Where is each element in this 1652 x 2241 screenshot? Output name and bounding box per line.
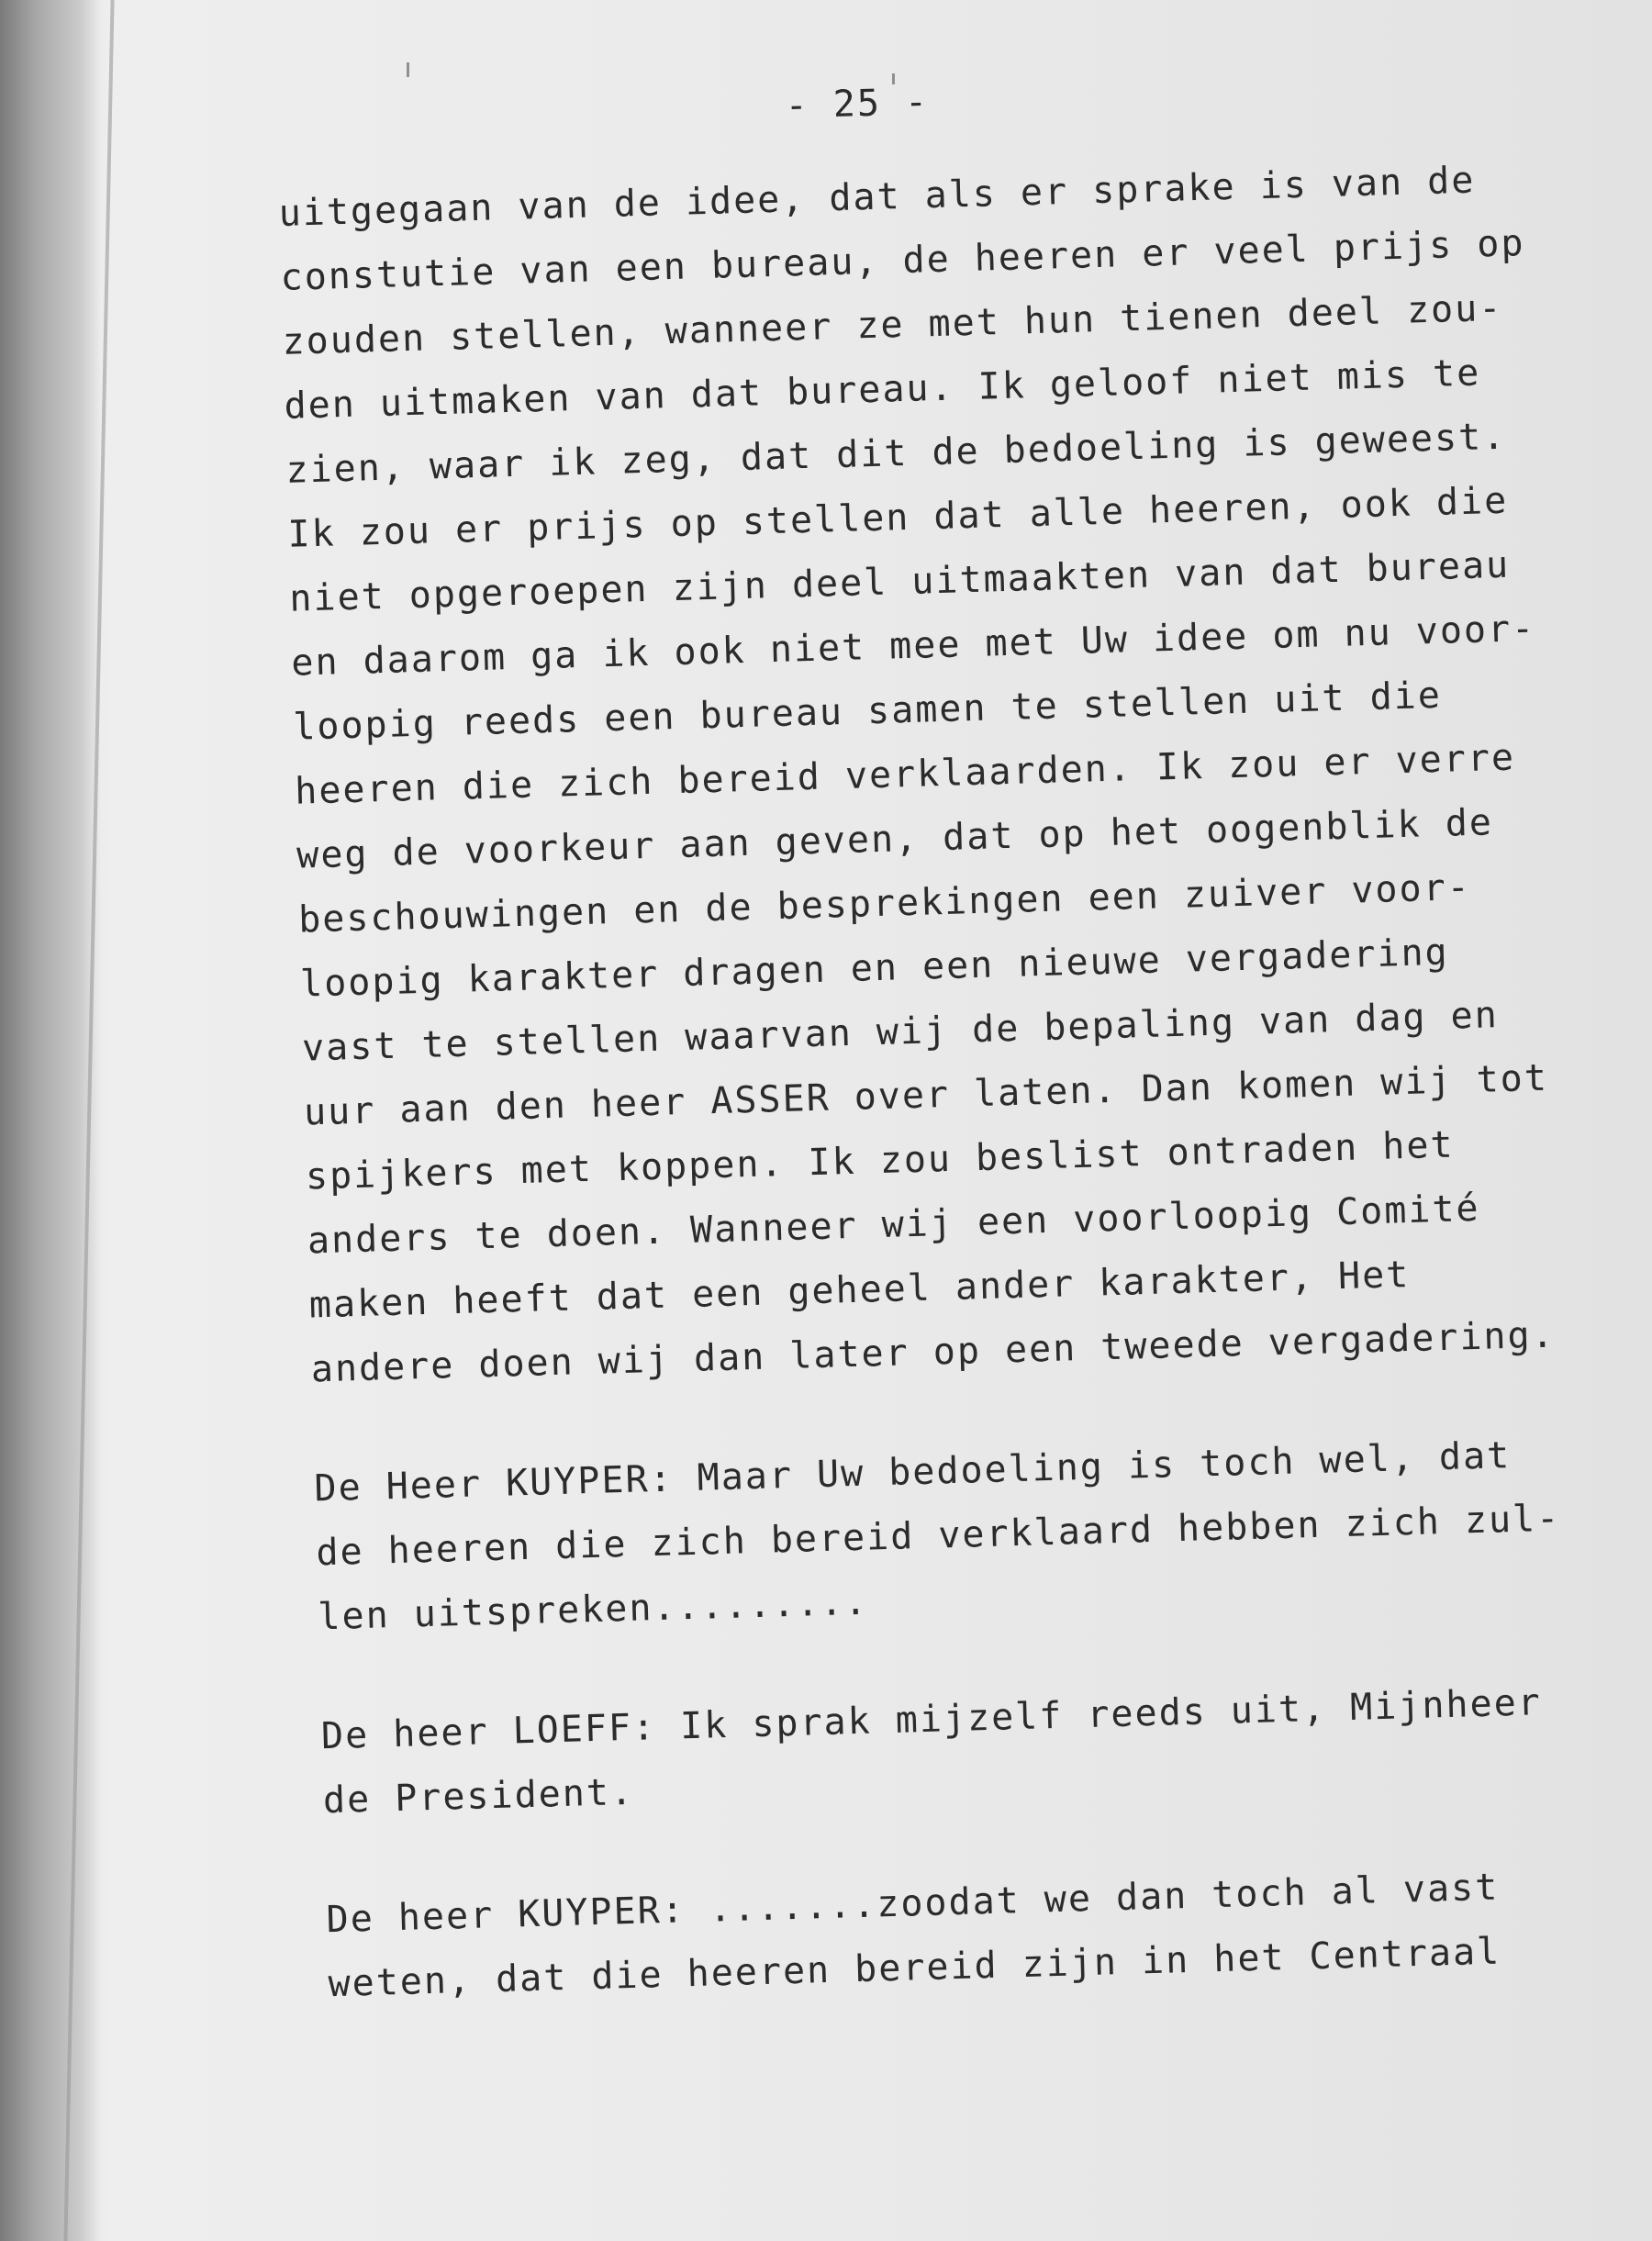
binding-shadow (0, 0, 101, 2241)
text-line: De Heer KUYPER: Maar Uw bedoeling is toch wel, dat (313, 1434, 1512, 1511)
text-line: spijkers met koppen. Ik zou beslist ontraden het (305, 1123, 1456, 1199)
text-line: De heer LOEFF: Ik sprak mijzelf reeds uit, Mijnheer (320, 1681, 1543, 1758)
text-line: len uitspreken......... (317, 1580, 869, 1639)
page-number: - 25 - (785, 81, 930, 128)
text-line: weg de voorkeur aan geven, dat op het oogenblik de (296, 801, 1494, 877)
text-line: maken heeft dat een geheel ander karakter, Het (308, 1253, 1411, 1327)
text-line: De heer KUYPER: .......zoodat we dan toch al vast (326, 1866, 1500, 1942)
text-line: loopig karakter dragen en een nieuwe vergadering (299, 931, 1450, 1006)
punch-mark (407, 62, 409, 77)
text-line: weten, dat die heeren bereid zijn in het Centraal (327, 1930, 1501, 2006)
text-line: beschouwingen en de besprekingen een zuiver voor- (297, 865, 1472, 942)
text-line: en daarom ga ik ook niet mee met Uw idee om nu voor- (290, 607, 1536, 685)
text-line: loopig reeds een bureau samen te stellen uit die (292, 674, 1443, 749)
text-line: heeren die zich bereid verklaarden. Ik zou er verre (294, 736, 1516, 813)
text-line: den uitmaken van dat bureau. Ik geloof niet mis te (283, 351, 1481, 428)
text-line: Ik zou er prijs op stellen dat alle heeren, ook die (286, 479, 1509, 556)
text-line: de heeren die zich bereid verklaard hebben zich zul- (315, 1497, 1561, 1575)
text-line: zien, waar ik zeg, dat dit de bedoeling is geweest. (285, 415, 1507, 492)
text-line: andere doen wij dan later op een tweede vergadering. (310, 1313, 1557, 1391)
text-line: niet opgeroepen zijn deel uitmaakten van dat bureau (288, 543, 1511, 620)
text-line: uitgegaan van de idee, dat als er sprake is van de (278, 159, 1476, 235)
typed-text-block (275, 60, 1561, 2202)
text-line: anders te doen. Wanneer wij een voorloopig Comité (307, 1187, 1481, 1263)
text-line: constutie van een bureau, de heeren er veel prijs op (280, 222, 1526, 299)
text-line: de President. (322, 1770, 635, 1823)
text-line: uur aan den heer ASSER over laten. Dan komen wij tot (303, 1056, 1549, 1134)
text-line: vast te stellen waarvan wij de bepaling van dag en (301, 994, 1500, 1070)
text-line: zouden stellen, wanneer ze met hun tienen deel zou- (281, 286, 1503, 363)
